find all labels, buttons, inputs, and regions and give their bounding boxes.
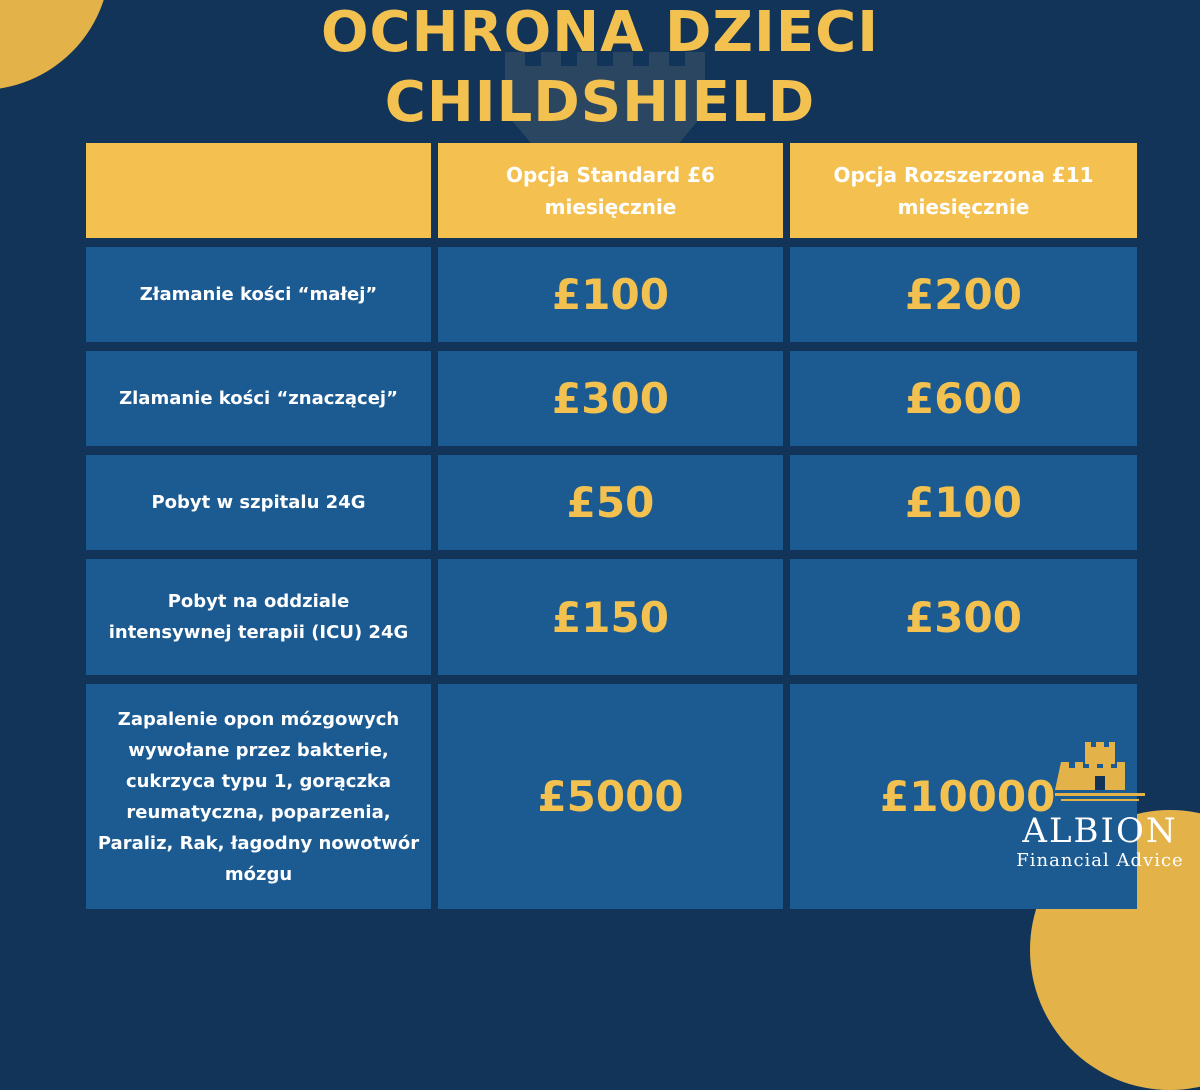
table-row bbox=[86, 351, 1137, 446]
table-row bbox=[86, 455, 1137, 550]
benefit-label: Zlamanie kości “znaczącej” bbox=[86, 351, 431, 446]
page-subtitle: CHILDSHIELD bbox=[384, 70, 816, 135]
extended-value: £100 bbox=[790, 455, 1137, 550]
benefit-label: Pobyt na oddziale intensywnej terapii (ICU) 24G bbox=[86, 559, 431, 675]
standard-value: £5000 bbox=[438, 684, 783, 909]
standard-value: £150 bbox=[438, 559, 783, 675]
logo-name: ALBION bbox=[1022, 811, 1178, 851]
table-row bbox=[86, 247, 1137, 342]
extended-value: £300 bbox=[790, 559, 1137, 675]
benefit-label: Zapalenie opon mózgowych wywołane przez bakterie, cukrzyca typu 1, gorączka reumatyczna, poparzenia, Paraliz, Rak, łagodny nowotwór mózgu bbox=[86, 684, 431, 909]
benefit-label: Pobyt w szpitalu 24G bbox=[86, 455, 431, 550]
extended-value: £10000 bbox=[790, 684, 1137, 909]
header-standard-option: Opcja Standard £6 miesięcznie bbox=[438, 143, 783, 238]
header-empty-cell bbox=[86, 143, 431, 238]
page-title: OCHRONA DZIECI bbox=[320, 0, 880, 65]
extended-value: £600 bbox=[790, 351, 1137, 446]
extended-value: £200 bbox=[790, 247, 1137, 342]
logo-subtitle: Financial Advice bbox=[1016, 850, 1184, 871]
header-extended-option: Opcja Rozszerzona £11 miesięcznie bbox=[790, 143, 1137, 238]
table-header-row bbox=[86, 143, 1137, 238]
benefit-label: Złamanie kości “małej” bbox=[86, 247, 431, 342]
standard-value: £50 bbox=[438, 455, 783, 550]
table-row bbox=[86, 684, 1137, 909]
castle-icon bbox=[1055, 738, 1145, 802]
table-row bbox=[86, 559, 1137, 675]
benefits-table bbox=[86, 143, 1137, 918]
standard-value: £100 bbox=[438, 247, 783, 342]
standard-value: £300 bbox=[438, 351, 783, 446]
albion-logo bbox=[1005, 738, 1195, 888]
